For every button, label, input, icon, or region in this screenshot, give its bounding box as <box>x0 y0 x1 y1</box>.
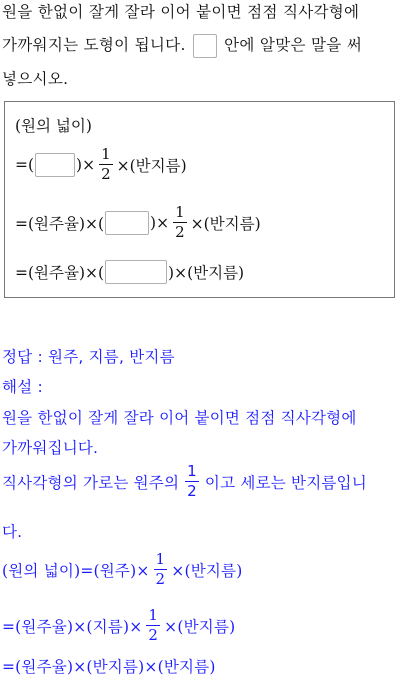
fraction-numerator: 1 <box>155 550 166 568</box>
box-line-2-suffix: ×(반지름) <box>116 156 187 175</box>
explanation-line-3 <box>2 464 367 499</box>
fraction-numerator: 1 <box>101 145 111 163</box>
fraction-one-half <box>185 464 199 499</box>
formula-line-1 <box>2 552 242 587</box>
box-line-3-suffix: ×(반지름) <box>190 214 261 233</box>
fraction-numerator: 1 <box>148 606 159 624</box>
explanation-line-4: 다. <box>2 523 23 541</box>
fraction-one-half <box>154 552 168 587</box>
box-line-1: (원의 넓이) <box>15 117 92 135</box>
question-line-1: 원을 한없이 잘게 잘라 이어 붙이면 점점 직사각형에 <box>2 3 360 21</box>
formula-line-1-suffix: ×(반지름) <box>171 561 243 580</box>
fraction-one-half <box>146 608 160 643</box>
fraction-numerator: 1 <box>187 462 197 480</box>
explanation-line-2: 가까워집니다. <box>2 439 99 457</box>
box-line-3-mid: )× <box>150 213 170 232</box>
explanation-line-3-end: 이고 세로는 반지름입니 <box>204 473 367 492</box>
formula-line-3: =(원주율)×(반지름)×(반지름) <box>2 658 216 676</box>
question-line-2 <box>2 33 398 58</box>
formula-box <box>4 101 395 298</box>
box-line-3 <box>15 205 261 240</box>
blank-box-icon <box>193 34 217 58</box>
formula-line-2-prefix: =(원주율)×(지름)× <box>2 617 143 636</box>
fraction-denominator: 2 <box>187 482 197 500</box>
fraction-denominator: 2 <box>155 570 166 588</box>
formula-line-2-suffix: ×(반지름) <box>164 617 236 636</box>
fraction-denominator: 2 <box>175 223 185 241</box>
fraction-one-half <box>99 147 113 182</box>
fraction-denominator: 2 <box>101 165 111 183</box>
explanation-label: 해설 : <box>2 378 43 396</box>
box-line-4-suffix: )×(반지름) <box>168 264 245 282</box>
explanation-line-1: 원을 한없이 잘게 잘라 이어 붙이면 점점 직사각형에 <box>2 409 357 427</box>
box-line-4-prefix: =(원주율)×( <box>15 264 105 282</box>
explanation-line-3-start: 직사각형의 가로는 원주의 <box>2 473 180 492</box>
question-line-2-start: 가까워지는 도형이 됩니다. <box>2 36 186 54</box>
formula-line-2 <box>2 608 235 643</box>
question-line-2-end: 안에 알맞은 말을 써 <box>224 36 363 54</box>
answer-blank-2[interactable] <box>105 211 149 235</box>
answer-blank-3[interactable] <box>105 260 167 284</box>
question-line-3: 넣으시오. <box>2 70 69 88</box>
fraction-numerator: 1 <box>175 203 185 221</box>
box-line-2 <box>15 147 187 182</box>
answer-text: 정답 : 원주, 지름, 반지름 <box>2 348 175 366</box>
box-line-4 <box>15 260 244 284</box>
fraction-denominator: 2 <box>148 626 159 644</box>
answer-blank-1[interactable] <box>35 153 75 177</box>
formula-line-1-prefix: (원의 넓이)=(원주)× <box>2 561 150 580</box>
box-line-2-mid: )× <box>76 155 96 174</box>
box-line-3-prefix: =(원주율)×( <box>15 214 105 233</box>
fraction-one-half <box>173 205 187 240</box>
box-line-2-prefix: =( <box>15 155 35 174</box>
